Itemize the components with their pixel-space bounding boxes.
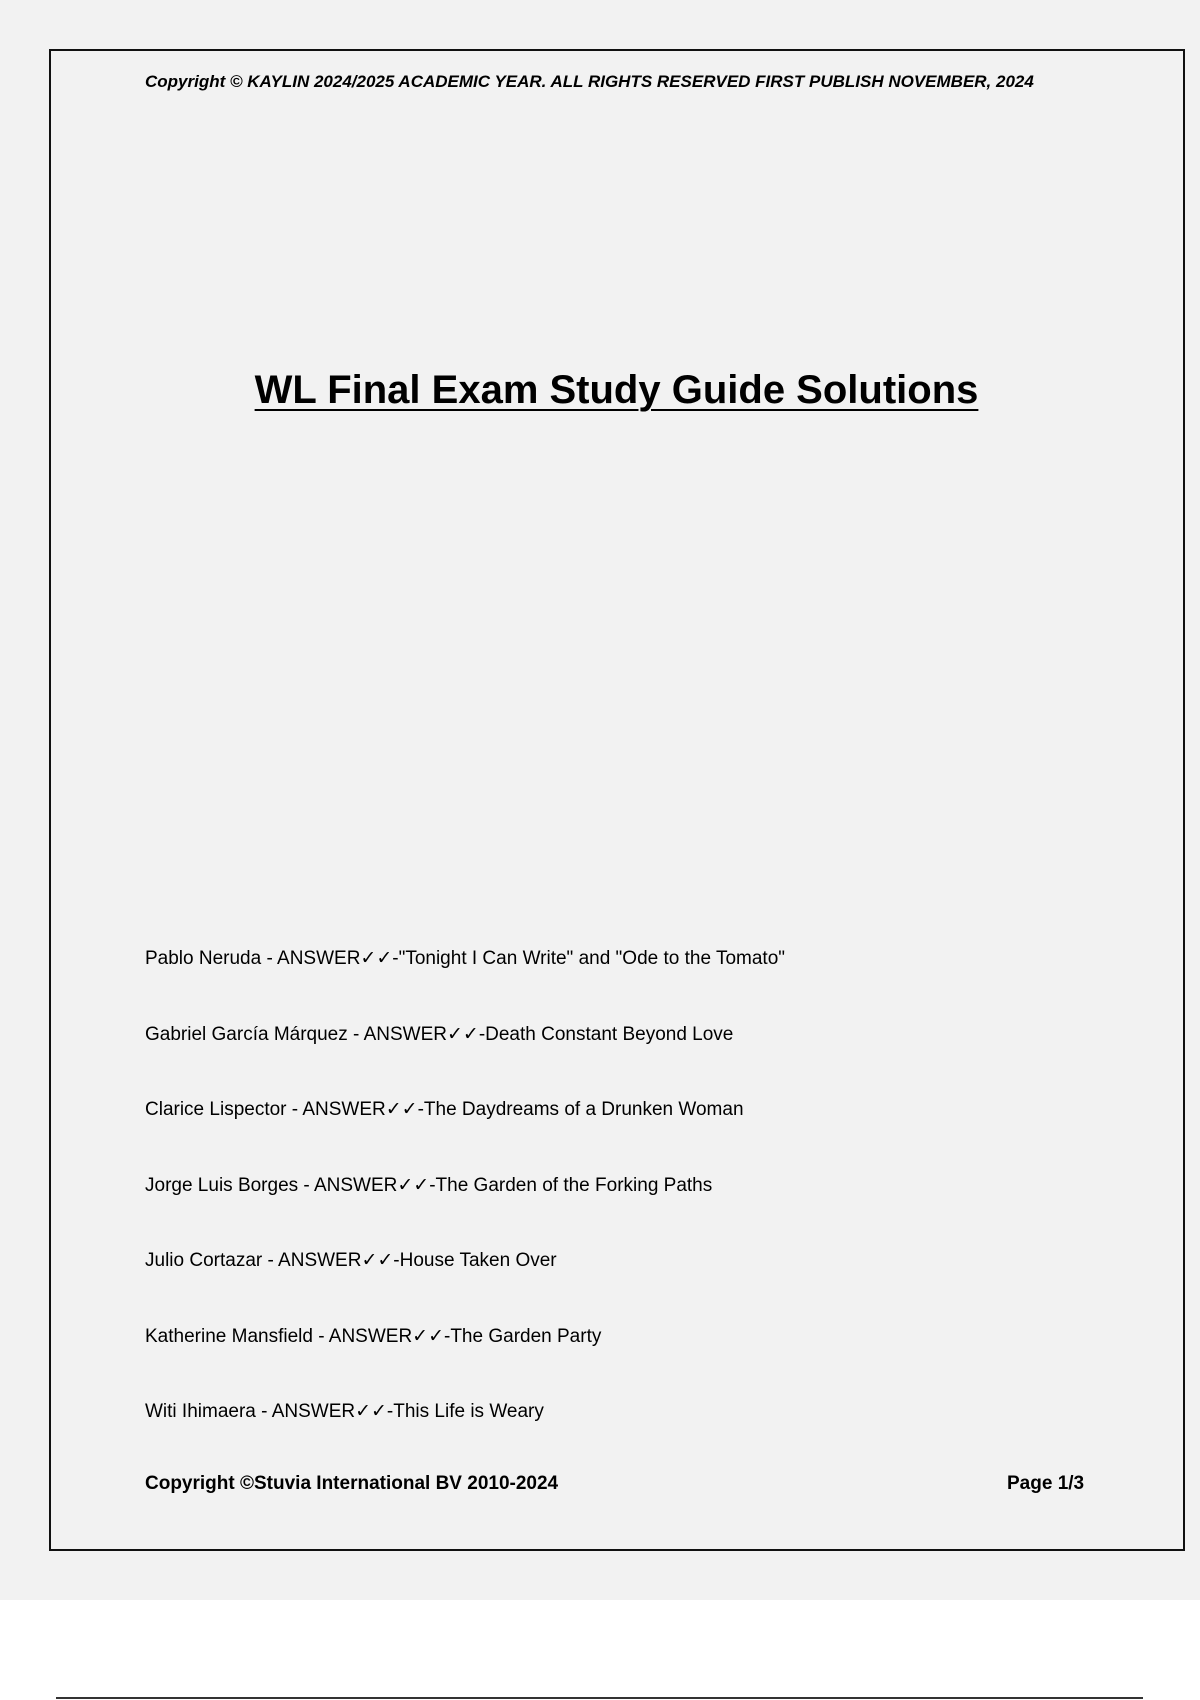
list-item: Katherine Mansfield - ANSWER✓✓-The Garden Party bbox=[145, 1326, 602, 1347]
list-item: Clarice Lispector - ANSWER✓✓-The Daydreams of a Drunken Woman bbox=[145, 1099, 744, 1120]
list-item: Pablo Neruda - ANSWER✓✓-"Tonight I Can Write" and "Ode to the Tomato" bbox=[145, 948, 786, 969]
list-item: Jorge Luis Borges - ANSWER✓✓-The Garden of the Forking Paths bbox=[145, 1175, 713, 1196]
list-item: Julio Cortazar - ANSWER✓✓-House Taken Over bbox=[145, 1250, 557, 1271]
list-item: Gabriel García Márquez - ANSWER✓✓-Death Constant Beyond Love bbox=[145, 1024, 734, 1045]
next-page-rule bbox=[56, 1697, 1143, 1699]
footer-copyright: Copyright ©Stuvia International BV 2010-2024 bbox=[145, 1473, 559, 1494]
page-number: Page 1/3 bbox=[1007, 1473, 1085, 1494]
header-copyright: Copyright © KAYLIN 2024/2025 ACADEMIC YEAR. ALL RIGHTS RESERVED FIRST PUBLISH NOVEMBER, 2024 bbox=[145, 72, 1034, 91]
list-item: Witi Ihimaera - ANSWER✓✓-This Life is Weary bbox=[145, 1401, 544, 1422]
document-title: WL Final Exam Study Guide Solutions bbox=[254, 368, 979, 412]
